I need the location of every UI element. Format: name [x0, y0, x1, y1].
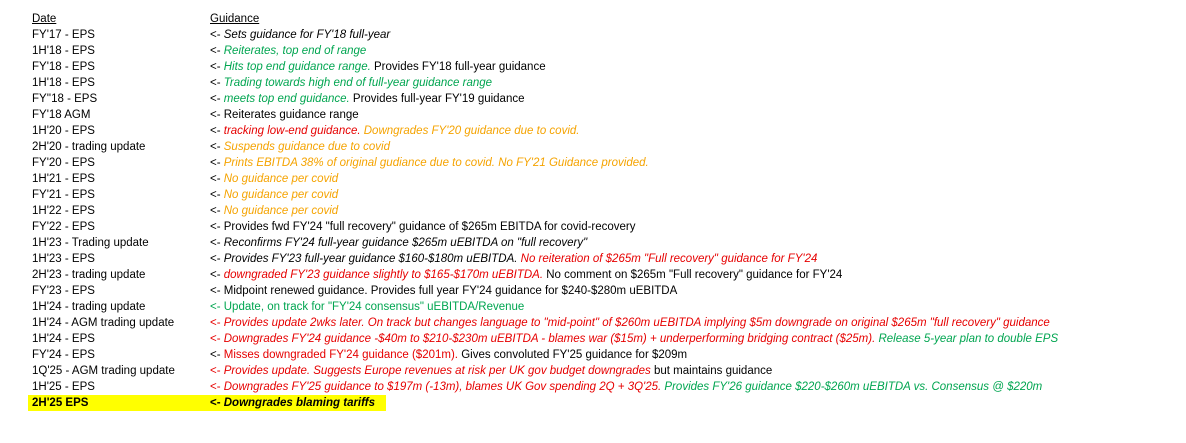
guidance-text-segment: Downgrades FY'24 guidance -$40m to $210-$230m uEBITDA - blames war ($15m) + underperforming bridging contract ($25m).	[223, 333, 879, 345]
guidance-cell[interactable]	[210, 315, 1050, 331]
table-row	[0, 171, 1186, 187]
date-cell[interactable]: 1H'23 - EPS	[32, 253, 95, 265]
table-row	[0, 155, 1186, 171]
date-column-header[interactable]: Date	[32, 13, 57, 25]
guidance-cell[interactable]	[210, 379, 1042, 395]
guidance-cell[interactable]	[210, 331, 1058, 347]
guidance-text-segment: <-	[210, 109, 224, 121]
guidance-text-segment: <-	[210, 333, 224, 345]
guidance-text-segment: No guidance per covid	[223, 189, 339, 201]
table-row	[0, 219, 1186, 235]
date-cell[interactable]: FY''18 - EPS	[32, 93, 98, 105]
guidance-text-segment: <-	[210, 61, 224, 73]
guidance-text-segment: Misses downgraded FY'24 guidance ($201m).	[223, 349, 462, 361]
date-cell[interactable]: 1H'18 - EPS	[32, 45, 95, 57]
guidance-cell[interactable]	[210, 91, 525, 107]
guidance-text-segment: Midpoint renewed guidance. Provides full year FY'24 guidance for $240-$280m uEBITDA	[223, 285, 678, 297]
guidance-text-segment: Reiterates, top end of range	[223, 45, 367, 57]
guidance-text-segment: <-	[210, 397, 224, 409]
table-row	[0, 43, 1186, 59]
date-cell[interactable]: 1H'21 - EPS	[32, 173, 95, 185]
table-row	[0, 395, 1186, 411]
guidance-text-segment: Provides update. Suggests Europe revenues at risk per UK gov budget downgrades	[223, 365, 654, 377]
date-cell[interactable]: 1H'24 - AGM trading update	[32, 317, 175, 329]
guidance-text-segment: No guidance per covid	[223, 205, 339, 217]
guidance-cell[interactable]	[210, 123, 579, 139]
guidance-text-segment: Downgrades blaming tariffs	[223, 397, 375, 409]
guidance-text-segment: Hits top end guidance range.	[223, 61, 374, 73]
guidance-text-segment: Update, on track for "FY'24 consensus" uEBITDA/Revenue	[223, 301, 525, 313]
table-row	[0, 251, 1186, 267]
guidance-text-segment: Suspends guidance due to covid	[223, 141, 390, 153]
guidance-text-segment: <-	[210, 349, 224, 361]
guidance-text-segment: No FY'21 Guidance provided.	[498, 157, 649, 169]
guidance-column-header[interactable]: Guidance	[210, 13, 260, 25]
table-row	[0, 91, 1186, 107]
table-row	[0, 347, 1186, 363]
guidance-cell[interactable]	[210, 139, 390, 155]
guidance-cell[interactable]	[210, 299, 524, 315]
guidance-text-segment: Downgrades FY'25 guidance to $197m (-13m), blames UK Gov spending 2Q + 3Q'25.	[223, 381, 665, 393]
guidance-text-segment: Gives convoluted FY'25 guidance for $209m	[461, 349, 688, 361]
guidance-cell[interactable]	[210, 267, 842, 283]
table-row	[0, 331, 1186, 347]
guidance-cell[interactable]	[210, 187, 338, 203]
guidance-text-segment: <-	[210, 45, 224, 57]
guidance-text-segment: <-	[210, 125, 224, 137]
guidance-text-segment: <-	[210, 253, 224, 265]
table-row	[0, 267, 1186, 283]
guidance-cell[interactable]	[210, 59, 546, 75]
guidance-text-segment: <-	[210, 189, 224, 201]
guidance-cell[interactable]	[210, 347, 687, 363]
table-row	[0, 27, 1186, 43]
guidance-cell[interactable]	[210, 203, 338, 219]
table-row	[0, 315, 1186, 331]
guidance-text-segment: tracking low-end guidance.	[223, 125, 364, 137]
guidance-text-segment: Release 5-year plan to double EPS	[878, 333, 1059, 345]
date-cell[interactable]: FY'21 - EPS	[32, 189, 95, 201]
date-cell[interactable]: 1H'24 - trading update	[32, 301, 146, 313]
table-row	[0, 59, 1186, 75]
guidance-text-segment: <-	[210, 157, 224, 169]
guidance-text-segment: <-	[210, 365, 224, 377]
guidance-text-segment: downgraded FY'23 guidance slightly to $165-$170m uEBITDA.	[223, 269, 547, 281]
table-row	[0, 299, 1186, 315]
guidance-text-segment: Provides FY'26 guidance $220-$260m uEBITDA vs. Consensus @ $220m	[664, 381, 1043, 393]
date-cell[interactable]: 1Q'25 - AGM trading update	[32, 365, 175, 377]
date-cell[interactable]: 2H'20 - trading update	[32, 141, 146, 153]
date-cell[interactable]: 1H'23 - Trading update	[32, 237, 149, 249]
guidance-text-segment: <-	[210, 269, 224, 281]
guidance-text-segment: <-	[210, 77, 224, 89]
guidance-text-segment: Trading towards high end of full-year guidance range	[223, 77, 493, 89]
date-cell[interactable]: FY'17 - EPS	[32, 29, 95, 41]
guidance-text-segment: Provides update 2wks later. On track but changes language to "mid-point" of $260m uEBITDA implying $5m downgrade on original $265m "full recovery" guidance	[223, 317, 1050, 329]
guidance-text-segment: Prints EBITDA 38% of original gudiance due to covid.	[223, 157, 499, 169]
guidance-text-segment: No comment on $265m "Full recovery" guidance for FY'24	[546, 269, 843, 281]
guidance-cell[interactable]	[210, 235, 587, 251]
date-cell[interactable]: FY'18 - EPS	[32, 61, 95, 73]
guidance-text-segment: <-	[210, 221, 224, 233]
guidance-cell[interactable]	[210, 43, 366, 59]
guidance-cell[interactable]	[210, 395, 375, 411]
guidance-text-segment: No guidance per covid	[223, 173, 339, 185]
date-cell[interactable]: 1H'18 - EPS	[32, 77, 95, 89]
guidance-text-segment: Provides FY'18 full-year guidance	[374, 61, 546, 73]
guidance-cell[interactable]	[210, 251, 817, 267]
table-row	[0, 75, 1186, 91]
guidance-text-segment: <-	[210, 93, 224, 105]
table-row	[0, 203, 1186, 219]
guidance-text-segment: <-	[210, 141, 224, 153]
date-cell[interactable]: FY'22 - EPS	[32, 221, 95, 233]
table-row	[0, 283, 1186, 299]
date-cell[interactable]: FY'18 AGM	[32, 109, 91, 121]
table-row	[0, 123, 1186, 139]
guidance-cell[interactable]	[210, 107, 359, 123]
guidance-cell[interactable]	[210, 75, 492, 91]
guidance-text-segment: <-	[210, 173, 224, 185]
guidance-text-segment: <-	[210, 381, 224, 393]
guidance-text-segment: but maintains guidance	[653, 365, 773, 377]
guidance-text-segment: Reiterates guidance range	[223, 109, 359, 121]
date-cell[interactable]: 1H'24 - EPS	[32, 333, 95, 345]
guidance-text-segment: Downgrades FY'20 guidance due to covid.	[363, 125, 580, 137]
table-row	[0, 379, 1186, 395]
guidance-text-segment: Provides FY'23 full-year guidance $160-$180m uEBITDA.	[223, 253, 521, 265]
guidance-text-segment: Reconfirms FY'24 full-year guidance $265m uEBITDA on "full recovery"	[223, 237, 588, 249]
guidance-text-segment: Sets guidance for FY'18 full-year	[223, 29, 391, 41]
date-cell[interactable]: 1H'22 - EPS	[32, 205, 95, 217]
guidance-text-segment: <-	[210, 237, 224, 249]
table-row	[0, 107, 1186, 123]
header-row	[0, 11, 1186, 27]
guidance-text-segment: meets top end guidance.	[223, 93, 353, 105]
guidance-text-segment: <-	[210, 317, 224, 329]
guidance-text-segment: <-	[210, 205, 224, 217]
guidance-text-segment: <-	[210, 285, 224, 297]
date-cell[interactable]: 1H'20 - EPS	[32, 125, 95, 137]
guidance-text-segment: <-	[210, 301, 224, 313]
table-row	[0, 187, 1186, 203]
guidance-cell[interactable]	[210, 27, 390, 43]
table-row	[0, 363, 1186, 379]
guidance-text-segment: Provides fwd FY'24 "full recovery" guidance of $265m EBITDA for covid-recovery	[223, 221, 636, 233]
guidance-text-segment: <-	[210, 29, 224, 41]
guidance-cell[interactable]	[210, 171, 338, 187]
date-cell[interactable]: 2H'25 EPS	[32, 397, 89, 409]
guidance-cell[interactable]	[210, 363, 772, 379]
guidance-cell[interactable]	[210, 283, 677, 299]
guidance-cell[interactable]	[210, 219, 636, 235]
guidance-cell[interactable]	[210, 155, 649, 171]
date-cell[interactable]: 2H'23 - trading update	[32, 269, 146, 281]
date-cell[interactable]: 1H'25 - EPS	[32, 381, 95, 393]
date-cell[interactable]: FY'24 - EPS	[32, 349, 95, 361]
table-row	[0, 139, 1186, 155]
table-row	[0, 235, 1186, 251]
guidance-text-segment: No reiteration of $265m "Full recovery" guidance for FY'24	[520, 253, 818, 265]
guidance-text-segment: Provides full-year FY'19 guidance	[352, 93, 525, 105]
date-cell[interactable]: FY'23 - EPS	[32, 285, 95, 297]
date-cell[interactable]: FY'20 - EPS	[32, 157, 95, 169]
